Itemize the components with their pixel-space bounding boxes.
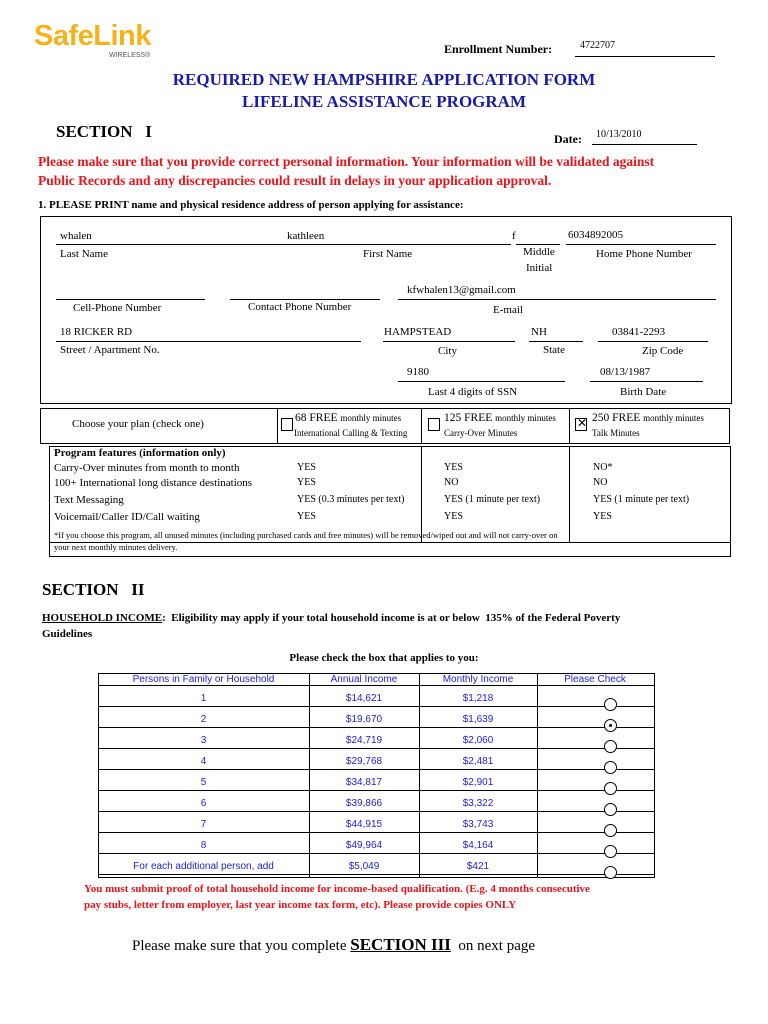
features-heading: Program features (information only) bbox=[54, 447, 226, 459]
income-row-radio[interactable] bbox=[604, 761, 617, 774]
income-row-persons: 1 bbox=[200, 693, 207, 704]
plan-250-sub: Talk Minutes bbox=[592, 428, 640, 438]
section-1-heading: SECTION I bbox=[56, 122, 152, 141]
plan-250-title: 250 FREE monthly minutes bbox=[592, 412, 704, 424]
last-name-value[interactable]: whalen bbox=[60, 230, 92, 242]
proof-line-2: pay stubs, letter from employer, last year income tax form, etc). Please provide copies ONLY bbox=[84, 899, 517, 911]
income-row-annual: $49,964 bbox=[345, 840, 383, 851]
income-row-persons: 6 bbox=[200, 798, 207, 809]
income-row-radio[interactable] bbox=[604, 866, 617, 879]
income-row-persons: 4 bbox=[200, 756, 207, 767]
income-row-annual: $29,768 bbox=[345, 756, 383, 767]
warning-line-1: Please make sure that you provide correct personal information. Your information will be validated against bbox=[38, 154, 655, 169]
street-value[interactable]: 18 RICKER RD bbox=[60, 326, 133, 338]
section-3-ref: SECTION III bbox=[350, 935, 451, 954]
income-row-monthly: $2,901 bbox=[462, 777, 494, 788]
check-x-icon: ✕ bbox=[577, 416, 588, 430]
cell-phone-label: Cell-Phone Number bbox=[73, 302, 162, 314]
feature-plan-68-value: YES bbox=[297, 511, 316, 522]
feature-label: 100+ International long distance destinations bbox=[54, 477, 253, 489]
plan-125-title: 125 FREE monthly minutes bbox=[444, 412, 556, 424]
income-row-radio[interactable] bbox=[604, 845, 617, 858]
features-note-line-2: your next monthly minutes delivery. bbox=[54, 542, 178, 552]
income-row-annual: $14,621 bbox=[345, 693, 383, 704]
first-name-value[interactable]: kathleen bbox=[287, 230, 325, 242]
first-name-label: First Name bbox=[363, 248, 413, 260]
feature-plan-125-value: YES bbox=[444, 462, 463, 473]
income-row-radio[interactable] bbox=[604, 824, 617, 837]
footer-note: Please make sure that you complete SECTION III on next page bbox=[132, 935, 536, 954]
income-row-persons: 7 bbox=[200, 819, 207, 830]
state-label: State bbox=[543, 344, 565, 356]
income-text-line-1: HOUSEHOLD INCOME: Eligibility may apply if your total household income is at or below 135% of the Federal Poverty bbox=[42, 612, 621, 624]
radio-selected-dot bbox=[609, 724, 612, 727]
proof-line-1: You must submit proof of total household income for income-based qualification. (E.g. 4 months consecutive bbox=[84, 883, 590, 895]
feature-plan-250-value: YES (1 minute per text) bbox=[593, 494, 690, 505]
feature-plan-250-value: NO* bbox=[593, 462, 613, 473]
form-subtitle: LIFELINE ASSISTANCE PROGRAM bbox=[241, 92, 527, 111]
ssn-value[interactable]: 9180 bbox=[407, 366, 429, 378]
income-row-monthly: $421 bbox=[466, 861, 490, 872]
feature-label: Carry-Over minutes from month to month bbox=[54, 462, 240, 474]
date-value[interactable]: 10/13/2010 bbox=[596, 129, 642, 140]
state-value[interactable]: NH bbox=[531, 326, 547, 338]
income-row-persons: 8 bbox=[200, 840, 207, 851]
birth-date-value[interactable]: 08/13/1987 bbox=[600, 366, 651, 378]
email-label: E-mail bbox=[493, 304, 523, 316]
income-row-persons: 3 bbox=[200, 735, 207, 746]
income-row-annual: $34,817 bbox=[345, 777, 383, 788]
feature-plan-68-value: YES (0.3 minutes per text) bbox=[297, 494, 405, 505]
section-2-heading: SECTION II bbox=[42, 580, 145, 599]
feature-label: Text Messaging bbox=[54, 494, 124, 506]
income-row-persons: 2 bbox=[200, 714, 207, 725]
plan-68-checkbox[interactable] bbox=[281, 418, 293, 431]
plan-125-checkbox[interactable] bbox=[428, 418, 440, 431]
income-text-line-2: Guidelines bbox=[42, 628, 93, 640]
income-row-monthly: $1,639 bbox=[462, 714, 494, 725]
income-row-monthly: $2,060 bbox=[462, 735, 494, 746]
income-row-annual: $5,049 bbox=[348, 861, 380, 872]
email-value[interactable]: kfwhalen13@gmail.com bbox=[407, 284, 516, 296]
instruction-text: 1. PLEASE PRINT name and physical residence address of person applying for assistance: bbox=[38, 199, 464, 211]
safelink-logo: SafeLink bbox=[34, 20, 151, 52]
header-annual-income: Annual Income bbox=[330, 674, 398, 685]
income-row-radio[interactable] bbox=[604, 719, 617, 732]
safelink-logo-sub: WIRELESS® bbox=[109, 52, 151, 59]
middle-initial-value[interactable]: f bbox=[512, 230, 516, 242]
feature-plan-125-value: YES (1 minute per text) bbox=[444, 494, 541, 505]
feature-plan-125-value: YES bbox=[444, 511, 463, 522]
warning-line-2: Public Records and any discrepancies could result in delays in your application approval. bbox=[38, 173, 552, 188]
income-row-monthly: $1,218 bbox=[462, 693, 494, 704]
income-row-annual: $44,915 bbox=[345, 819, 383, 830]
income-row-monthly: $4,164 bbox=[462, 840, 494, 851]
home-phone-label: Home Phone Number bbox=[596, 248, 692, 260]
city-label: City bbox=[438, 345, 457, 357]
plan-250-checkbox[interactable] bbox=[575, 418, 587, 431]
feature-plan-250-value: NO bbox=[593, 477, 608, 488]
last-name-label: Last Name bbox=[60, 248, 108, 260]
plan-68-title: 68 FREE monthly minutes bbox=[295, 412, 402, 424]
enrollment-label: Enrollment Number: bbox=[444, 42, 553, 56]
income-row-radio[interactable] bbox=[604, 698, 617, 711]
income-row-radio[interactable] bbox=[604, 803, 617, 816]
header-persons: Persons in Family or Household bbox=[132, 674, 275, 685]
income-row-annual: $39,866 bbox=[345, 798, 383, 809]
home-phone-value[interactable]: 6034892005 bbox=[568, 229, 623, 241]
birth-date-label: Birth Date bbox=[620, 386, 667, 398]
income-row-monthly: $2,481 bbox=[462, 756, 494, 767]
income-row-monthly: $3,743 bbox=[462, 819, 494, 830]
check-prompt: Please check the box that applies to you: bbox=[289, 652, 479, 664]
feature-plan-68-value: YES bbox=[297, 477, 316, 488]
plan-68-sub: International Calling & Texting bbox=[294, 428, 408, 438]
contact-phone-label: Contact Phone Number bbox=[248, 301, 352, 313]
date-label: Date: bbox=[554, 132, 582, 146]
feature-plan-125-value: NO bbox=[444, 477, 459, 488]
features-note-line-1: *If you choose this program, all unused minutes (including purchased cards and free minutes) will be removed/wiped out and will not carry-over on bbox=[54, 530, 558, 540]
income-row-persons: For each additional person, add bbox=[133, 861, 274, 872]
income-row-persons: 5 bbox=[200, 777, 207, 788]
street-label: Street / Apartment No. bbox=[60, 344, 160, 356]
feature-label: Voicemail/Caller ID/Call waiting bbox=[54, 511, 200, 523]
income-row-annual: $19,670 bbox=[345, 714, 383, 725]
feature-plan-68-value: YES bbox=[297, 462, 316, 473]
enrollment-value[interactable]: 4722707 bbox=[580, 40, 615, 51]
city-value[interactable]: HAMPSTEAD bbox=[384, 326, 452, 338]
header-please-check: Please Check bbox=[564, 674, 626, 685]
income-row-monthly: $3,322 bbox=[462, 798, 494, 809]
plan-125-sub: Carry-Over Minutes bbox=[444, 428, 518, 438]
income-row-radio[interactable] bbox=[604, 782, 617, 795]
ssn-label: Last 4 digits of SSN bbox=[428, 386, 518, 398]
income-row-annual: $24,719 bbox=[345, 735, 383, 746]
header-monthly-income: Monthly Income bbox=[442, 674, 514, 685]
feature-plan-250-value: YES bbox=[593, 511, 612, 522]
initial-label: Initial bbox=[526, 262, 553, 274]
plan-label: Choose your plan (check one) bbox=[72, 418, 204, 430]
income-row-radio[interactable] bbox=[604, 740, 617, 753]
form-title: REQUIRED NEW HAMPSHIRE APPLICATION FORM bbox=[172, 70, 596, 89]
zip-value[interactable]: 03841-2293 bbox=[612, 326, 666, 338]
zip-label: Zip Code bbox=[642, 345, 684, 357]
household-income-label: HOUSEHOLD INCOME bbox=[42, 612, 163, 624]
middle-label: Middle bbox=[523, 246, 555, 258]
